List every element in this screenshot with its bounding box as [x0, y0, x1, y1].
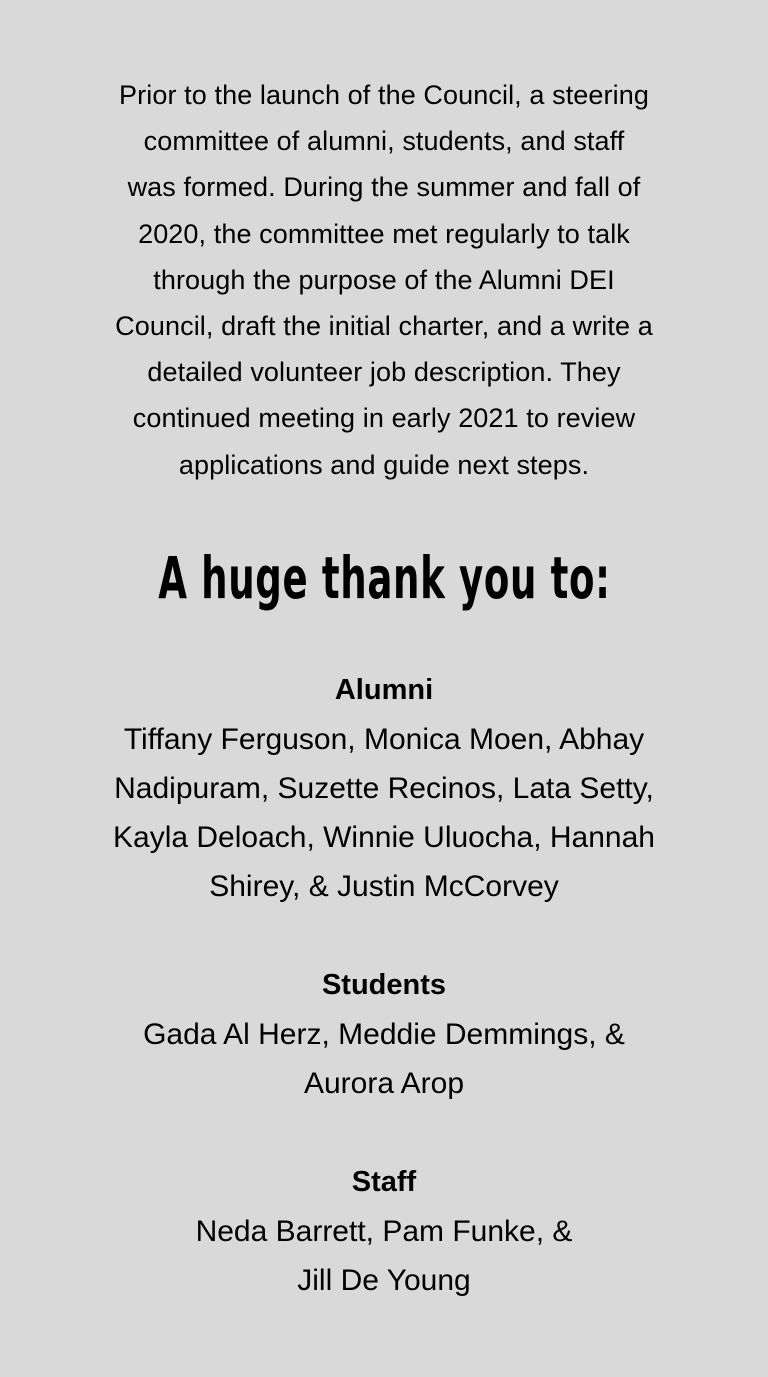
alumni-names-line: Shirey, & Justin McCorvey	[209, 870, 559, 903]
alumni-heading: Alumni	[334, 674, 434, 706]
alumni-names-line: Tiffany Ferguson, Monica Moen, Abhay	[123, 723, 645, 756]
students-heading: Students	[321, 969, 447, 1001]
students-names	[40, 1010, 728, 1108]
staff-heading: Staff	[351, 1166, 417, 1198]
students-names-line: Aurora Arop	[303, 1067, 465, 1100]
staff-section	[40, 1158, 728, 1305]
intro-line: 2020, the committee met regularly to talk	[138, 218, 630, 249]
alumni-names	[40, 715, 728, 911]
intro-line: committee of alumni, students, and staff	[143, 126, 625, 157]
intro-line: Prior to the launch of the Council, a steering	[119, 80, 649, 110]
intro-line: Council, draft the initial charter, and a write a	[115, 311, 653, 342]
thank-you-headline	[0, 540, 768, 616]
staff-names	[40, 1207, 728, 1305]
headline-text: A huge thank you to:	[157, 544, 611, 612]
intro-line: continued meeting in early 2021 to review	[132, 403, 636, 434]
students-names-line: Gada Al Herz, Meddie Demmings, &	[143, 1018, 625, 1051]
alumni-names-line: Nadipuram, Suzette Recinos, Lata Setty,	[114, 772, 654, 805]
staff-names-line: Jill De Young	[297, 1264, 471, 1297]
intro-paragraph	[70, 72, 698, 488]
alumni-section	[40, 666, 728, 911]
intro-line: through the purpose of the Alumni DEI	[153, 264, 615, 295]
alumni-names-line: Kayla Deloach, Winnie Uluocha, Hannah	[113, 821, 655, 854]
intro-line: detailed volunteer job description. They	[147, 357, 621, 388]
intro-line: applications and guide next steps.	[178, 449, 590, 480]
intro-line: was formed. During the summer and fall of	[127, 172, 641, 203]
students-section	[40, 961, 728, 1108]
staff-names-line: Neda Barrett, Pam Funke, &	[195, 1215, 573, 1248]
